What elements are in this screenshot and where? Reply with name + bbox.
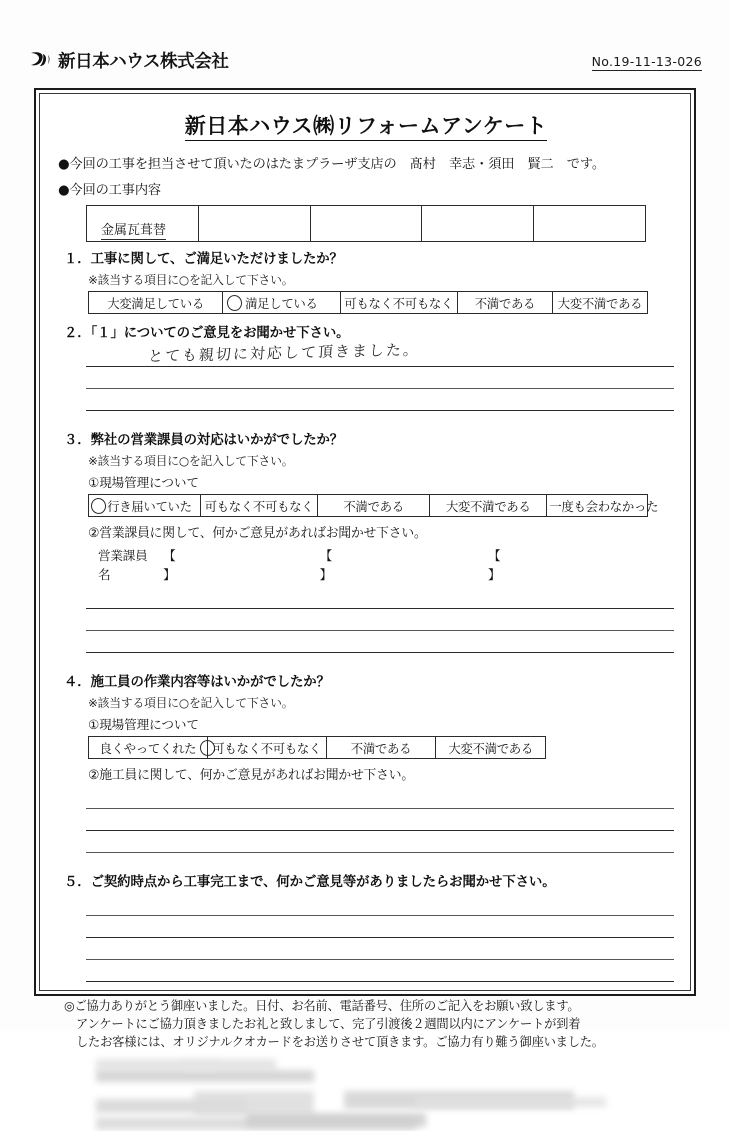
redaction-block (194, 1091, 314, 1115)
q3-option-1[interactable] (200, 495, 317, 517)
write-line[interactable] (86, 894, 674, 916)
page-title-text: 新日本ハウス㈱リフォームアンケート (185, 114, 548, 141)
question-4-heading: ４．施工員の作業内容等はいかがでしたか？ (64, 675, 330, 690)
q4-option-0[interactable] (89, 737, 208, 759)
question-2-answer-area[interactable] (86, 340, 674, 411)
document-number: No.19-11-13-026 (591, 54, 702, 69)
q4-option-3[interactable] (436, 737, 546, 759)
sales-staff-name-row (98, 545, 674, 583)
question-3-heading: ３．弊社の営業課員の対応はいかがでしたか？ (64, 433, 344, 448)
redacted-personal-info (86, 1057, 686, 1131)
table-row (89, 292, 648, 314)
q3-option-2-label: 不満である (343, 498, 404, 514)
q4-option-2[interactable] (326, 737, 436, 759)
q1-option-4[interactable] (552, 292, 647, 314)
question-1-options (88, 291, 648, 314)
write-line[interactable] (86, 960, 674, 982)
redaction-block (416, 1097, 606, 1107)
work-cell-1-text: 金属瓦葺替 (101, 223, 167, 238)
question-4-sub1: ①現場管理について (88, 717, 199, 732)
q3-option-1-label: 可もなく不可もなく (204, 498, 314, 514)
work-cell-5 (534, 206, 646, 242)
question-4-note: ※該当する項目に○を記入して下さい。 (88, 696, 294, 710)
question-1-note: ※該当する項目に○を記入して下さい。 (88, 273, 294, 287)
table-row (89, 737, 546, 759)
work-content-table (86, 205, 646, 242)
question-2-heading: ２．「１」についてのご意見をお聞かせ下さい。 (64, 326, 350, 341)
q4-option-1-label: 可もなく不可もなく (212, 740, 322, 756)
redaction-block (246, 1113, 426, 1127)
q3-option-3[interactable] (429, 495, 546, 517)
work-cell-3 (310, 206, 422, 242)
write-line[interactable] (86, 787, 674, 809)
q1-option-2[interactable] (340, 292, 457, 314)
question-2-handwritten-answer: とても親切に対応して頂きました。 (147, 340, 421, 366)
q4-option-2-label: 不満である (350, 740, 412, 756)
q3-option-0[interactable] (89, 495, 201, 517)
work-cell-4 (422, 206, 534, 242)
write-line[interactable] (86, 631, 674, 653)
write-line[interactable] (86, 809, 674, 831)
q4-option-3-label: 大変不満である (448, 740, 533, 756)
q1-option-3[interactable] (457, 292, 552, 314)
redaction-block (96, 1070, 314, 1082)
question-3-sub1: ①現場管理について (88, 475, 199, 490)
q4-option-1[interactable] (207, 737, 326, 759)
footer-line-2: アンケートにご協力頂きましたお礼と致しまして、完了引渡後２週間以内にアンケートが到着 (76, 1016, 581, 1031)
write-line[interactable] (86, 831, 674, 853)
form-frame-inner (39, 93, 691, 1049)
redaction-block (182, 1061, 220, 1070)
work-cell-2 (198, 206, 310, 242)
question-3-options (88, 494, 659, 517)
question-4-rules (86, 787, 674, 853)
table-row (87, 206, 646, 242)
write-line[interactable] (86, 938, 674, 960)
question-4-sub2: ②施工員に関して、何かご意見があればお聞かせ下さい。 (88, 768, 414, 783)
question-5-rules (86, 894, 674, 982)
question-5-heading: ５．ご契約時点から工事完工まで、何かご意見等がありましたらお聞かせ下さい。 (64, 875, 556, 890)
company-brand (28, 48, 228, 73)
question-1-heading: １．工事に関して、ご満足いただけましたか？ (64, 252, 343, 267)
q3-option-3-label: 大変不満である (445, 498, 531, 514)
swoosh-logo-icon (28, 49, 54, 73)
footer-note (64, 998, 674, 1051)
write-line[interactable] (86, 389, 674, 411)
q3-option-4-label: 一度も会わなかった (549, 498, 659, 514)
write-line[interactable] (86, 609, 674, 631)
page-title (58, 110, 674, 140)
q3-option-2[interactable] (318, 495, 430, 517)
letterhead (28, 48, 702, 88)
work-content-label: ●今回の工事内容 (58, 183, 162, 198)
company-name: 新日本ハウス株式会社 (58, 52, 229, 72)
q4-option-0-label: 良くやってくれた (99, 740, 197, 756)
write-line[interactable] (86, 367, 674, 389)
question-3-note: ※該当する項目に○を記入して下さい。 (88, 454, 294, 468)
question-4-options (88, 736, 546, 759)
sales-staff-name-label: 営業課員名 (98, 548, 148, 582)
form-frame-outer (34, 88, 696, 1049)
q1-option-0-label: 大変満足している (107, 295, 204, 311)
q1-option-2-label: 可もなく不可もなく (344, 295, 454, 311)
q1-option-0[interactable] (89, 292, 223, 314)
write-line[interactable] (86, 587, 674, 609)
q3-option-4[interactable] (547, 495, 659, 517)
q1-option-3-label: 不満である (474, 295, 536, 311)
sales-staff-name-field-3[interactable]: 【】 (487, 548, 501, 582)
selection-circle-icon (90, 497, 107, 515)
work-cell-1 (87, 206, 199, 242)
table-row (89, 495, 648, 517)
q1-option-1-label: 満足している (245, 295, 318, 311)
write-line[interactable] (86, 916, 674, 938)
q1-option-1[interactable] (223, 292, 340, 314)
footer-line-1: ◎ご協力ありがとう御座いました。日付、お名前、電話番号、住所のご記入をお願い致します。 (64, 999, 580, 1013)
sales-staff-name-field-1[interactable]: 【】 (163, 548, 176, 582)
question-3-rules (86, 587, 674, 653)
question-3-sub2: ②営業課員に関して、何かご意見があればお聞かせ下さい。 (88, 526, 427, 541)
q1-option-4-label: 大変不満である (557, 295, 643, 311)
selection-circle-icon (226, 294, 243, 312)
sales-staff-name-field-2[interactable]: 【】 (319, 548, 332, 582)
intro-line: ●今回の工事を担当させて頂いたのはたまプラーザ支店の 髙村 幸志・須田 賢二 です。 (58, 157, 605, 172)
footer-line-3: したお客様には、オリジナルクオカードをお送りさせて頂きます。ご協力有り難う御座いました。 (76, 1034, 604, 1049)
q3-option-0-label: 行き届いていた (107, 498, 192, 514)
